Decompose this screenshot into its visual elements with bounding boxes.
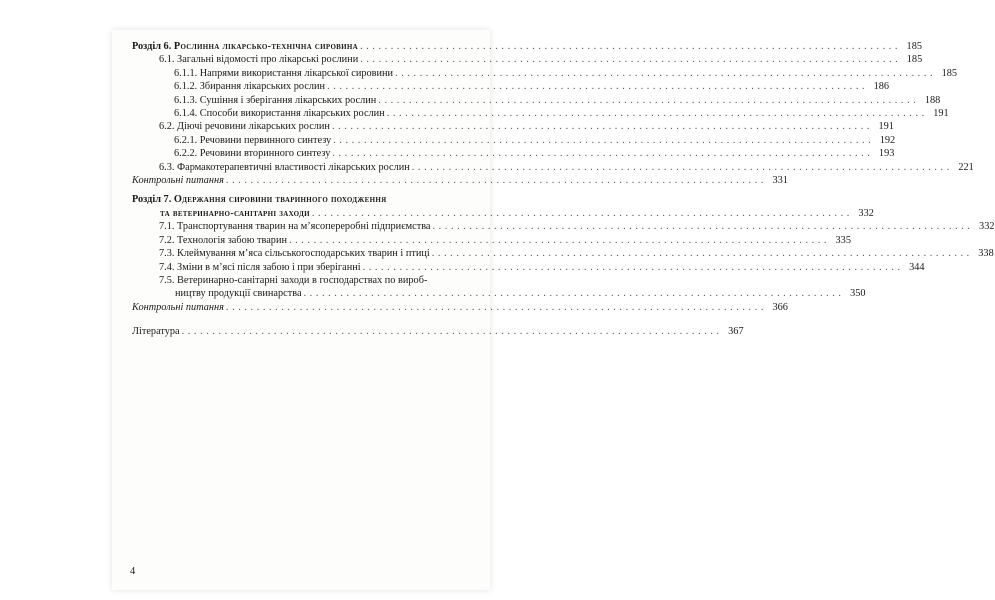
page-ref: 344 — [909, 261, 925, 273]
toc-entry[interactable] — [132, 107, 949, 120]
page-ref: 185 — [941, 67, 958, 79]
page-ref: 192 — [879, 134, 896, 146]
leader-dots — [226, 301, 764, 314]
entry-number: 7.4. — [159, 261, 175, 273]
leader-dots — [304, 287, 842, 300]
toc-entry-questions[interactable] — [132, 174, 788, 187]
entry-text: Напрями використання лікарської сировини — [199, 67, 394, 79]
leader-dots — [226, 174, 764, 187]
page-ref: 350 — [850, 288, 866, 300]
page-ref: 191 — [878, 121, 894, 133]
section-number: Розділ 7. — [132, 194, 172, 206]
entry-number: 6.1.4. — [174, 108, 198, 120]
entry-text: Фармакотерапевтичні властивості лікарських рослин — [177, 161, 410, 173]
entry-text-cont: ництву продукції свинарства — [175, 288, 302, 300]
toc-entry[interactable] — [132, 147, 895, 160]
toc-entry[interactable] — [132, 274, 472, 287]
toc-entry-section-7[interactable] — [132, 193, 472, 206]
entry-text: Ветеринарно-санітарні заходи в господарствах по вироб- — [177, 274, 428, 286]
entry-text: Контрольні питання — [132, 301, 224, 313]
entry-number: 6.2.1. — [174, 134, 198, 146]
entry-text: Способи використання лікарських рослин — [199, 108, 385, 120]
toc-entry[interactable] — [132, 247, 994, 260]
page-ref: 332 — [858, 207, 874, 219]
entry-number: 6.1.1. — [174, 67, 198, 79]
toc-entry-questions[interactable] — [132, 301, 788, 314]
toc-entry[interactable] — [132, 94, 941, 107]
leader-dots — [333, 134, 871, 147]
entry-number: 7.3. — [159, 248, 175, 260]
table-of-contents — [132, 40, 995, 339]
page-ref: 193 — [878, 148, 895, 160]
entry-number: 6.1. — [159, 54, 175, 66]
page-ref: 185 — [906, 54, 923, 66]
leader-dots — [360, 53, 898, 66]
page-ref: 186 — [873, 81, 890, 93]
page-ref: 185 — [906, 41, 922, 52]
leader-dots — [378, 94, 916, 107]
leader-dots — [395, 67, 933, 80]
toc-entry[interactable] — [132, 80, 890, 93]
entry-text: Зміни в м’ясі після забою і при зберіганні — [177, 261, 361, 273]
toc-entry-literature[interactable] — [132, 325, 744, 338]
leader-dots — [332, 120, 870, 133]
leader-dots — [387, 107, 925, 120]
entry-text: Контрольні питання — [132, 175, 224, 187]
leader-dots — [412, 161, 950, 174]
toc-entry[interactable] — [132, 120, 894, 133]
leader-dots — [182, 325, 720, 338]
entry-number: 6.1.2. — [174, 81, 198, 93]
leader-dots — [327, 80, 865, 93]
toc-entry-section-7-cont[interactable] — [132, 207, 874, 220]
page-ref: 367 — [728, 326, 744, 338]
entry-text: Збирання лікарських рослин — [199, 81, 326, 93]
entry-number: 7.2. — [159, 234, 175, 246]
page-ref: 366 — [772, 301, 788, 313]
page-ref: 191 — [933, 108, 949, 120]
leader-dots — [432, 247, 970, 260]
entry-text: Клеймування м’яса сільськогосподарських тварин і птиці — [177, 248, 430, 260]
entry-text: Транспортування тварин на м’ясопереробні підприємства — [177, 221, 431, 233]
page-ref: 221 — [958, 161, 974, 173]
leader-dots — [360, 40, 898, 53]
entry-number: 7.5. — [159, 274, 175, 286]
toc-entry-cont[interactable] — [132, 287, 866, 300]
toc-entry[interactable] — [132, 134, 896, 147]
entry-number: 6.2. — [159, 121, 175, 133]
leader-dots — [332, 147, 870, 160]
entry-text: Загальні відомості про лікарські рослини — [177, 54, 359, 66]
toc-entry-section-6[interactable] — [132, 40, 922, 53]
section-title: Рослинна лікарсько-технічна сировина — [173, 41, 358, 52]
leader-dots — [433, 220, 971, 233]
toc-entry[interactable] — [132, 53, 923, 66]
toc-entry[interactable] — [132, 234, 851, 247]
toc-entry[interactable] — [132, 161, 974, 174]
section-title-cont: та ветеринарно-санітарні заходи — [160, 207, 310, 219]
toc-entry[interactable] — [132, 67, 958, 80]
page-ref: 331 — [772, 175, 788, 187]
page-ref: 332 — [979, 221, 995, 233]
section-number: Розділ 6. — [132, 41, 172, 52]
entry-number: 6.2.2. — [174, 148, 198, 160]
section-title: Одержання сировини тваринного походження — [173, 194, 387, 206]
leader-dots — [363, 261, 901, 274]
page-number: 4 — [130, 566, 136, 577]
entry-number: 7.1. — [159, 221, 175, 233]
entry-text: Сушіння і зберігання лікарських рослин — [199, 94, 377, 106]
entry-number: 6.3. — [159, 161, 175, 173]
page-ref: 335 — [835, 234, 851, 246]
toc-entry[interactable] — [132, 261, 925, 274]
leader-dots — [312, 207, 850, 220]
entry-text: Речовини вторинного синтезу — [199, 148, 331, 160]
leader-dots — [289, 234, 827, 247]
entry-text: Технологія забою тварин — [177, 234, 287, 246]
page-ref: 338 — [978, 248, 994, 260]
page-ref: 188 — [924, 94, 941, 106]
entry-text: Література — [132, 326, 180, 338]
entry-text: Діючі речовини лікарських рослин — [177, 121, 330, 133]
entry-text: Речовини первинного синтезу — [199, 134, 332, 146]
entry-number: 6.1.3. — [174, 94, 198, 106]
toc-entry[interactable] — [132, 220, 995, 233]
